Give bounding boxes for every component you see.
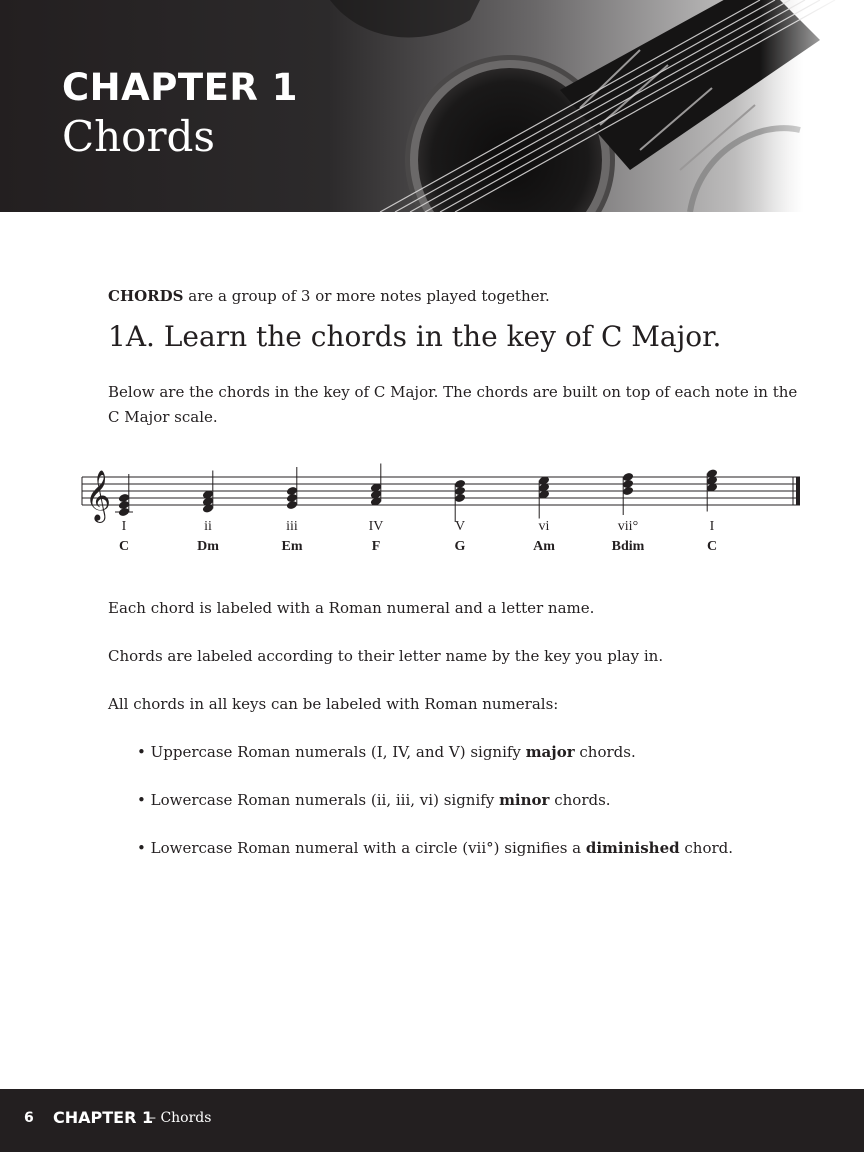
- bullet-text: chords.: [549, 791, 611, 809]
- numeral-label: vi: [538, 519, 550, 534]
- numeral-label: vii°: [617, 519, 639, 534]
- chord-name: Am: [533, 539, 555, 554]
- chord-notes: [115, 464, 718, 523]
- chapter-label: CHAPTER 1: [62, 66, 299, 109]
- bullet-major: [137, 740, 636, 765]
- section-heading: 1A. Learn the chords in the key of C Major.: [108, 320, 722, 353]
- staff-lines: [82, 477, 800, 505]
- bullet-bold: major: [525, 743, 575, 761]
- notehead: [622, 472, 634, 482]
- intro-bold: CHORDS: [108, 287, 184, 305]
- paragraph-3: All chords in all keys can be labeled with Roman numerals:: [108, 695, 559, 713]
- bullet-text: chords.: [574, 743, 636, 761]
- treble-clef-icon: 𝄞: [85, 470, 112, 521]
- chapter-header: [0, 0, 864, 212]
- bullet-text: • Lowercase Roman numeral with a circle (vii°) signifies a: [137, 839, 586, 857]
- paragraph-2: Chords are labeled according to their letter name by the key you play in.: [108, 647, 664, 665]
- chord-name: G: [454, 539, 466, 554]
- footer-chapter-title: – Chords: [149, 1110, 212, 1126]
- numeral-label: I: [121, 519, 127, 534]
- intro-text: [108, 284, 550, 309]
- numeral-label: V: [454, 519, 466, 534]
- chord-name: Bdim: [611, 539, 645, 554]
- bullet-text: • Lowercase Roman numerals (ii, iii, vi) signify: [137, 791, 500, 809]
- chapter-title: Chords: [62, 112, 215, 161]
- notehead: [454, 479, 466, 489]
- page-footer: [0, 1089, 864, 1152]
- bullet-text: chord.: [679, 839, 734, 857]
- bullet-bold: minor: [499, 791, 550, 809]
- chord-name: F: [371, 539, 381, 554]
- notehead: [286, 486, 298, 496]
- bullet-diminished: [137, 836, 733, 861]
- description-line-2: C Major scale.: [108, 408, 218, 426]
- numeral-label: IV: [368, 519, 384, 534]
- bullet-bold: diminished: [585, 839, 680, 857]
- page-number: 6: [24, 1110, 34, 1126]
- description-line-1: Below are the chords in the key of C Major. The chords are built on top of each note in the: [108, 383, 798, 401]
- chord-name: C: [118, 539, 130, 554]
- chord-name: Em: [281, 539, 303, 554]
- final-thick-barline: [796, 477, 800, 505]
- numeral-label: I: [709, 519, 715, 534]
- notehead: [118, 493, 130, 503]
- paragraph-1: Each chord is labeled with a Roman numeral and a letter name.: [108, 599, 595, 617]
- numeral-label: ii: [204, 519, 212, 534]
- bullet-minor: [137, 788, 611, 813]
- chord-name: C: [706, 539, 718, 554]
- footer-chapter-label: CHAPTER 1: [53, 1108, 154, 1127]
- music-staff: [78, 455, 808, 565]
- intro-rest: are a group of 3 or more notes played together.: [183, 287, 550, 305]
- numeral-label: iii: [286, 519, 298, 534]
- chord-name: Dm: [197, 539, 219, 554]
- bullet-text: • Uppercase Roman numerals (I, IV, and V) signify: [137, 743, 526, 761]
